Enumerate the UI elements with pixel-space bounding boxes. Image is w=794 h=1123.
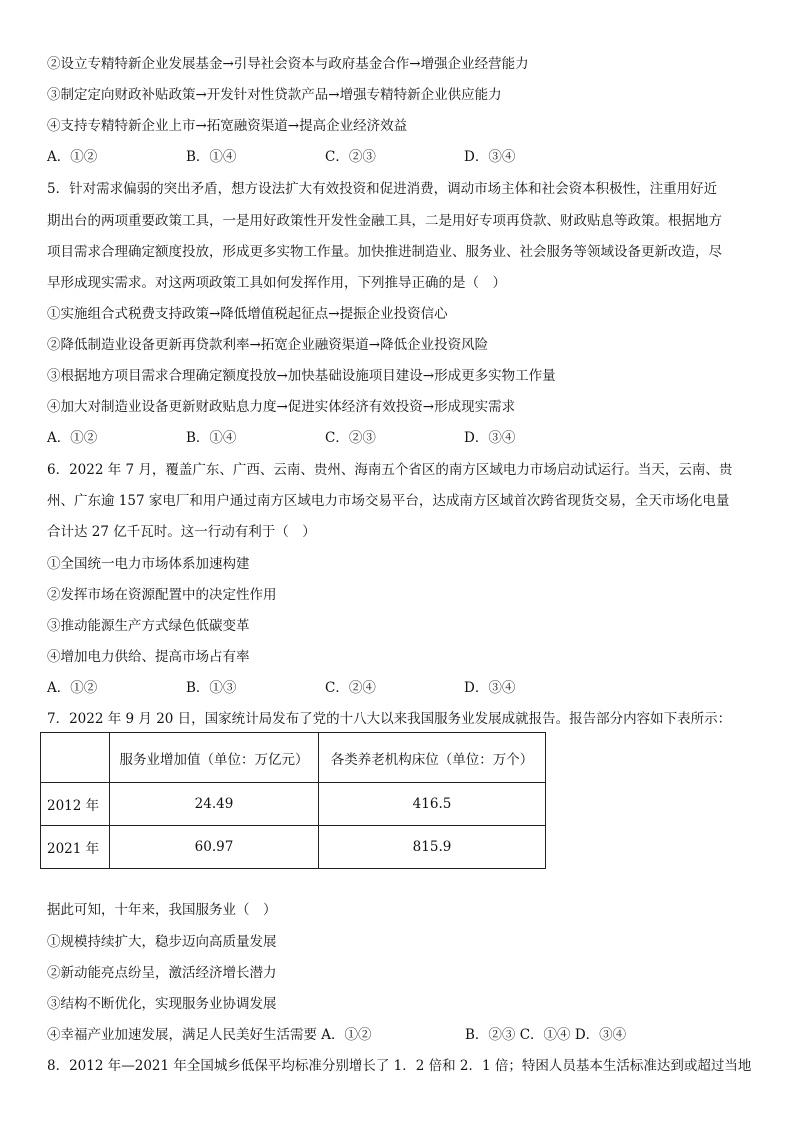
q5-statement-1: ①实施组合式税费支持政策→降低增值税起征点→提振企业投资信心	[47, 306, 448, 322]
choice-c[interactable]: C．②③	[325, 430, 376, 446]
q5-statement-2: ②降低制造业设备更新再贷款利率→拓宽企业融资渠道→降低企业投资风险	[47, 337, 489, 353]
data-table	[40, 732, 546, 869]
choice-a[interactable]: A．①②	[47, 680, 98, 696]
q5-stem-4: 早形成现实需求。对这两项政策工具如何发挥作用，下列推导正确的是（ ）	[47, 275, 506, 291]
q7-statement-3: ③结构不断优化，实现服务业协调发展	[47, 996, 277, 1012]
q7-statement-4: ④幸福产业加速发展，满足人民美好生活需要 A．①②	[47, 1027, 372, 1043]
q7-question: 据此可知，十年来，我国服务业（ ）	[47, 902, 277, 918]
q8-stem-1: 8．2012 年—2021 年全国城乡低保平均标准分别增长了 1．2 倍和 2．1 倍；特困人员基本生活标准达到或超过当地	[47, 1058, 752, 1074]
table-cell-year: 2012 年	[41, 783, 110, 826]
table-row	[41, 826, 546, 869]
q5-statement-3: ③根据地方项目需求合理确定额度投放→加快基础设施项目建设→形成更多实物工作量	[47, 368, 556, 384]
choice-d[interactable]: D．③④	[464, 680, 516, 696]
q6-statement-3: ③推动能源生产方式绿色低碳变革	[47, 618, 250, 634]
choice-b[interactable]: B．①④	[186, 149, 237, 165]
q6-stem-3: 合计达 27 亿千瓦时。这一行动有利于（ ）	[47, 524, 316, 540]
q6-stem-2: 州、广东逾 157 家电厂和用户通过南方区域电力市场交易平台，达成南方区域首次跨省现货交易，全天市场化电量	[47, 493, 730, 509]
table-cell: 815.9	[319, 826, 546, 869]
option-line-4: ④支持专精特新企业上市→拓宽融资渠道→提高企业经济效益	[47, 118, 408, 134]
q5-stem-2: 期出台的两项重要政策工具，一是用好政策性开发性金融工具，二是用好专项再贷款、财政贴息等政策。根据地方	[47, 213, 722, 229]
choice-d[interactable]: D．③④	[464, 430, 516, 446]
q6-statement-2: ②发挥市场在资源配置中的决定性作用	[47, 587, 277, 603]
q7-statement-2: ②新动能亮点纷呈，激活经济增长潜力	[47, 965, 277, 981]
choice-a[interactable]: A．①②	[47, 149, 98, 165]
table-header-cell	[41, 733, 110, 783]
q6-stem-1: 6．2022 年 7 月，覆盖广东、广西、云南、贵州、海南五个省区的南方区域电力市场启动试运行。当天，云南、贵	[47, 462, 733, 478]
table-row	[41, 783, 546, 826]
q7-statement-1: ①规模持续扩大，稳步迈向高质量发展	[47, 934, 277, 950]
choice-c[interactable]: C．②③	[325, 149, 376, 165]
table-header-cell: 各类养老机构床位（单位：万个）	[319, 733, 546, 783]
choice-b[interactable]: B．①④	[186, 430, 237, 446]
choice-d[interactable]: D．③④	[464, 149, 516, 165]
q6-statement-1: ①全国统一电力市场体系加速构建	[47, 556, 250, 572]
table-cell: 24.49	[110, 783, 319, 826]
choice-b[interactable]: B．①③	[186, 680, 237, 696]
q7-choices-tail: B．②③ C．①④ D．③④	[465, 1027, 627, 1043]
q5-stem-3: 项目需求合理确定额度投放，形成更多实物工作量。加快推进制造业、服务业、社会服务等领域设备更新改造，尽	[47, 244, 722, 260]
table-cell: 416.5	[319, 783, 546, 826]
table-cell: 60.97	[110, 826, 319, 869]
q5-statement-4: ④加大对制造业设备更新财政贴息力度→促进实体经济有效投资→形成现实需求	[47, 399, 516, 415]
q5-stem-1: 5．针对需求偏弱的突出矛盾，想方设法扩大有效投资和促进消费，调动市场主体和社会资本积极性，注重用好近	[47, 181, 718, 197]
choice-c[interactable]: C．②④	[325, 680, 376, 696]
option-line-3: ③制定定向财政补贴政策→开发针对性贷款产品→增强专精特新企业供应能力	[47, 87, 502, 103]
table-header-cell: 服务业增加值（单位：万亿元）	[110, 733, 319, 783]
option-line-2: ②设立专精特新企业发展基金→引导社会资本与政府基金合作→增强企业经营能力	[47, 56, 529, 72]
table-header-row	[41, 733, 546, 783]
table-cell-year: 2021 年	[41, 826, 110, 869]
q7-stem-1: 7．2022 年 9 月 20 日，国家统计局发布了党的十八大以来我国服务业发展成就报告。报告部分内容如下表所示：	[47, 711, 732, 727]
choice-a[interactable]: A．①②	[47, 430, 98, 446]
q6-statement-4: ④增加电力供给、提高市场占有率	[47, 649, 250, 665]
